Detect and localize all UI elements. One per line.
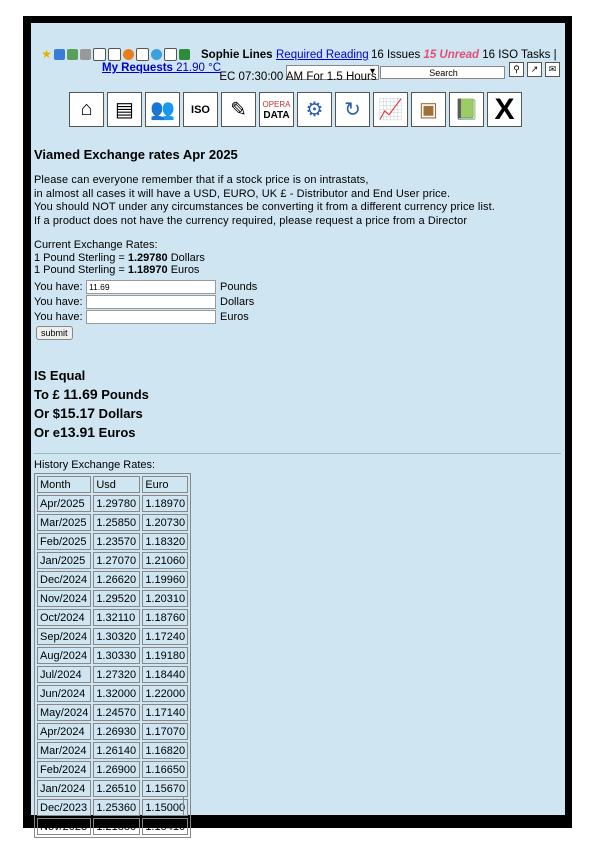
info-icon[interactable] <box>151 49 162 60</box>
pounds-label: Pounds <box>97 387 149 402</box>
search-icon[interactable]: ⚲ <box>509 62 524 77</box>
usd-cell: 1.29780 <box>93 495 140 512</box>
table-row <box>37 495 188 512</box>
usd-cell: 1.30330 <box>93 647 140 664</box>
euro-cell: 1.19960 <box>142 571 188 588</box>
notice-line: If a product does not have the currency required, please request a price from a Director <box>34 214 468 227</box>
usd-cell: 1.24570 <box>93 704 140 721</box>
month-cell: Sep/2024 <box>37 628 91 645</box>
usd-cell: 1.26620 <box>93 571 140 588</box>
conversion-result <box>34 366 149 442</box>
month-cell: Nov/2024 <box>37 590 91 607</box>
star-icon[interactable]: ★ <box>41 47 52 61</box>
month-cell: Jan/2024 <box>37 780 91 797</box>
search-input[interactable]: Search <box>380 66 505 79</box>
usd-cell: 1.26930 <box>93 723 140 740</box>
month-cell: Dec/2024 <box>37 571 91 588</box>
euro-cell: 1.15000 <box>142 799 188 816</box>
usd-rate: 1.29780 <box>127 251 168 264</box>
history-label: History Exchange Rates: <box>34 459 156 471</box>
euro-cell: 1.21060 <box>142 552 188 569</box>
unread-count[interactable]: 15 Unread <box>423 49 480 61</box>
month-cell: Jul/2024 <box>37 666 91 683</box>
dollars-prefix: Or $ <box>34 406 61 421</box>
message-icon[interactable]: ✉ <box>545 62 560 77</box>
usd-cell: 1.32110 <box>93 609 140 626</box>
alert-icon[interactable] <box>123 49 134 60</box>
euro-cell: 1.15410 <box>142 818 188 835</box>
table-row <box>37 685 188 702</box>
euro-cell: 1.17140 <box>142 704 188 721</box>
euro-cell: 1.18760 <box>142 609 188 626</box>
month-cell: May/2024 <box>37 704 91 721</box>
dollars-amount: 15.17 <box>60 405 96 421</box>
usd-cell: 1.25360 <box>93 799 140 816</box>
settings-icon[interactable] <box>80 49 91 60</box>
opera-data-icon[interactable] <box>259 92 294 127</box>
table-tail <box>34 796 184 815</box>
month-cell: Jun/2024 <box>37 685 91 702</box>
globe-icon[interactable] <box>54 49 65 60</box>
month-cell: Oct/2024 <box>37 609 91 626</box>
history-table <box>34 473 191 838</box>
euros-prefix: Or e <box>34 425 61 440</box>
usd-cell: 1.26900 <box>93 761 140 778</box>
user-name: Sophie Lines <box>201 49 273 61</box>
euro-cell: 1.17070 <box>142 723 188 740</box>
notice-line: in almost all cases it will have a USD, EURO, UK £ - Distributor and End User price. <box>34 187 451 200</box>
pounds-unit: Pounds <box>220 280 258 293</box>
table-row <box>37 723 188 740</box>
usd-cell: 1.27320 <box>93 666 140 683</box>
mail-icon[interactable] <box>93 48 106 61</box>
you-have-label: You have: <box>34 295 83 308</box>
refresh-icon[interactable]: ↻ <box>335 92 370 127</box>
column-header: Month <box>37 476 91 493</box>
usd-unit: Dollars <box>167 251 205 264</box>
result-dollars <box>34 404 149 423</box>
data-label: DATA <box>263 109 290 121</box>
main-navigation <box>69 92 522 127</box>
euros-row <box>34 309 257 324</box>
content-area <box>31 23 565 833</box>
euro-cell: 1.20310 <box>142 590 188 607</box>
euros-label: Euros <box>95 425 136 440</box>
usd-cell: 1.30320 <box>93 628 140 645</box>
dollars-unit: Dollars <box>220 295 255 308</box>
chart-icon[interactable]: 📈 <box>373 92 408 127</box>
table-header-row <box>37 476 188 493</box>
current-rates-label: Current Exchange Rates: <box>34 239 158 251</box>
you-have-label: You have: <box>34 280 83 293</box>
euro-cell: 1.17240 <box>142 628 188 645</box>
usd-cell: 1.32000 <box>93 685 140 702</box>
submit-button[interactable]: submit <box>36 326 73 340</box>
euro-cell: 1.18970 <box>142 495 188 512</box>
table-row <box>37 742 188 759</box>
table-row <box>37 533 188 550</box>
dollars-label: Dollars <box>95 406 143 421</box>
euro-cell: 1.19180 <box>142 647 188 664</box>
table-row <box>37 590 188 607</box>
rate-prefix: 1 Pound Sterling = <box>34 251 128 264</box>
month-cell: Jan/2025 <box>37 552 91 569</box>
month-cell: Feb/2025 <box>37 533 91 550</box>
calendar-icon[interactable] <box>136 48 149 61</box>
usd-cell: 1.29520 <box>93 590 140 607</box>
dollars-row <box>34 294 257 309</box>
document-icon[interactable] <box>108 48 121 61</box>
result-heading: IS Equal <box>34 368 86 383</box>
rate-prefix: 1 Pound Sterling = <box>34 264 128 276</box>
column-header: Usd <box>93 476 140 493</box>
ec-status: EC 07:30:00 AM For 1.5 Hours <box>219 71 377 83</box>
converter-form <box>34 279 257 340</box>
you-have-label: You have: <box>34 310 83 323</box>
euros-unit: Euros <box>220 310 249 323</box>
divider <box>34 453 561 454</box>
issues-count[interactable]: 16 Issues <box>371 49 421 61</box>
book-icon[interactable]: 📗 <box>449 92 484 127</box>
usd-cell: 1.25850 <box>93 514 140 531</box>
euros-amount: 13.91 <box>60 424 96 440</box>
iso-tasks[interactable]: 16 ISO Tasks | <box>482 49 557 61</box>
euro-cell: 1.22000 <box>142 685 188 702</box>
month-cell: Nov/2023 <box>37 818 91 835</box>
result-euros <box>34 423 149 442</box>
usd-cell: 1.23570 <box>93 533 140 550</box>
pdf-icon[interactable] <box>164 48 177 61</box>
users-icon[interactable]: 👥 <box>145 92 180 127</box>
month-cell: Dec/2023 <box>37 799 91 816</box>
history-rows <box>37 495 188 835</box>
eur-unit: Euros <box>167 264 200 276</box>
issues-summary <box>371 49 557 61</box>
result-pounds <box>34 385 149 404</box>
table-row <box>37 628 188 645</box>
table-row <box>37 571 188 588</box>
page-title: Viamed Exchange rates Apr 2025 <box>34 147 238 162</box>
table-row <box>37 761 188 778</box>
table-row <box>37 666 188 683</box>
notes-icon[interactable]: ✎ <box>221 92 256 127</box>
table-row <box>37 552 188 569</box>
leaf-icon[interactable] <box>67 49 78 60</box>
notice-line: Please can everyone remember that if a stock price is on intrastats, <box>34 174 369 186</box>
notice-text <box>34 174 495 228</box>
eur-rate-line <box>34 264 205 277</box>
euro-cell: 1.18320 <box>142 533 188 550</box>
table-row <box>37 704 188 721</box>
usd-cell: 1.27070 <box>93 552 140 569</box>
month-cell: Apr/2024 <box>37 723 91 740</box>
month-cell: Mar/2025 <box>37 514 91 531</box>
usd-cell: 1.26510 <box>93 780 140 797</box>
gear-icon[interactable]: ⚙ <box>297 92 332 127</box>
euros-input[interactable] <box>86 310 216 324</box>
usd-cell: 1.21880 <box>93 818 140 835</box>
required-reading-link[interactable]: Required Reading <box>276 49 369 61</box>
eur-rate: 1.18970 <box>127 264 168 276</box>
column-header: Euro <box>142 476 188 493</box>
usd-rate-line <box>34 252 205 265</box>
box-icon[interactable]: ▣ <box>411 92 446 127</box>
month-cell: Apr/2025 <box>37 495 91 512</box>
euro-cell: 1.15670 <box>142 780 188 797</box>
table-row <box>37 818 188 835</box>
euro-cell: 1.16650 <box>142 761 188 778</box>
quick-icons <box>41 48 190 61</box>
spreadsheet-icon[interactable] <box>179 49 190 60</box>
month-cell: Aug/2024 <box>37 647 91 664</box>
iso-icon[interactable]: ISO <box>183 92 218 127</box>
close-icon[interactable]: X <box>487 92 522 127</box>
usd-cell: 1.26140 <box>93 742 140 759</box>
table-row <box>37 780 188 797</box>
month-cell: Feb/2024 <box>37 761 91 778</box>
home-icon[interactable]: ⌂ <box>69 92 104 127</box>
month-cell: Mar/2024 <box>37 742 91 759</box>
pounds-input[interactable] <box>86 280 216 294</box>
archive-icon[interactable]: ▤ <box>107 92 142 127</box>
my-requests-label: My Requests <box>102 62 173 74</box>
temperature-readout: 21.90 °C <box>176 62 222 74</box>
table-row <box>37 647 188 664</box>
external-link-icon[interactable]: ↗ <box>527 62 542 77</box>
pounds-amount: 11.69 <box>63 386 98 402</box>
pounds-prefix: To £ <box>34 387 64 402</box>
dollars-input[interactable] <box>86 295 216 309</box>
table-row <box>37 609 188 626</box>
opera-label: OPERA <box>262 99 291 109</box>
euro-cell: 1.20730 <box>142 514 188 531</box>
current-rates <box>34 239 205 277</box>
table-row <box>37 514 188 531</box>
euro-cell: 1.18440 <box>142 666 188 683</box>
euro-cell: 1.16820 <box>142 742 188 759</box>
notice-line: You should NOT under any circumstances be converting it from a different currency price list. <box>34 201 495 213</box>
pounds-row <box>34 279 257 294</box>
